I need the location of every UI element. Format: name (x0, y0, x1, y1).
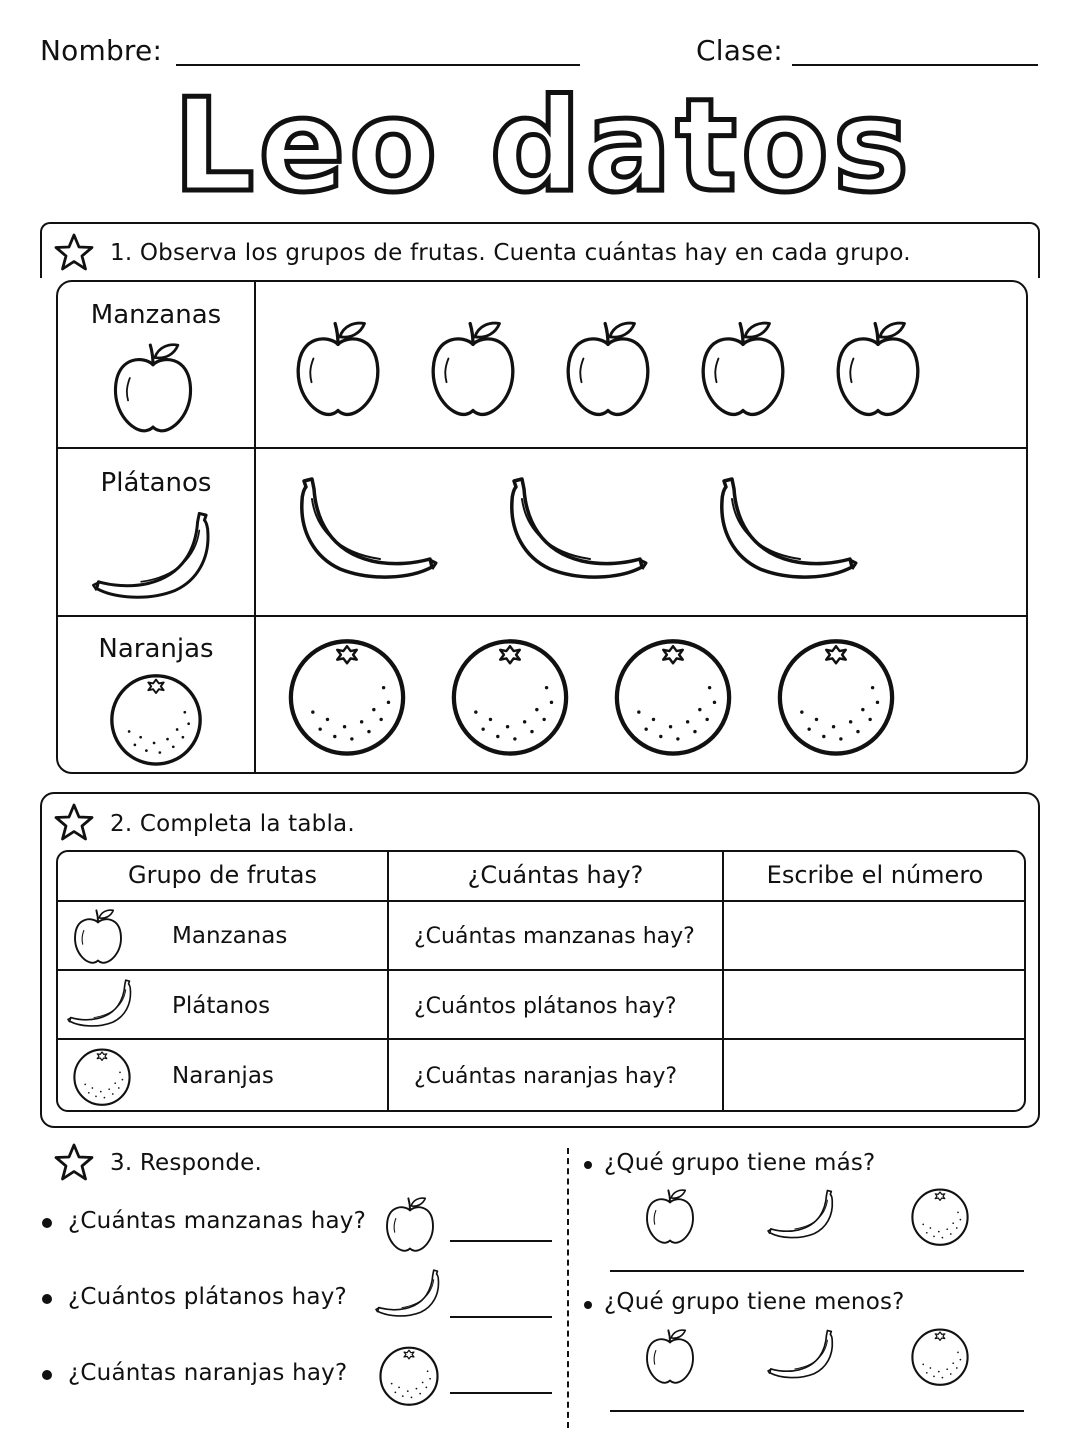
banana-icon (500, 472, 650, 588)
table-row-fruit: Plátanos (172, 993, 271, 1019)
answer-line-naranjas[interactable] (450, 1392, 552, 1394)
orange-icon (775, 634, 897, 756)
apple-icon (290, 316, 386, 420)
orange-icon (612, 634, 734, 756)
answer-line-less[interactable] (610, 1410, 1024, 1412)
answer-line-manzanas[interactable] (450, 1240, 552, 1242)
orange-icon (72, 1046, 132, 1106)
question-manzanas: ¿Cuántas manzanas hay? (68, 1208, 367, 1234)
row-divider (58, 447, 1026, 449)
orange-icon (910, 1186, 970, 1246)
banana-icon (710, 472, 860, 588)
question-less: ¿Qué grupo tiene menos? (604, 1289, 905, 1315)
answer-cell-manzanas[interactable] (726, 904, 1022, 966)
apple-icon (382, 1194, 438, 1254)
banana-icon (766, 1326, 838, 1384)
name-field[interactable] (176, 64, 580, 66)
bullet (42, 1370, 52, 1380)
table-row-question: ¿Cuántas naranjas hay? (414, 1064, 678, 1089)
row-divider (58, 615, 1026, 617)
table-row-divider (58, 969, 1024, 971)
class-label: Clase: (696, 34, 783, 67)
question-naranjas: ¿Cuántas naranjas hay? (68, 1360, 348, 1386)
apple-icon (642, 1186, 698, 1246)
bullet (42, 1218, 52, 1228)
banana-icon (766, 1186, 838, 1244)
apple-icon (560, 316, 656, 420)
orange-icon (108, 670, 204, 766)
table-row-divider (58, 900, 1024, 902)
orange-icon (378, 1344, 440, 1406)
bullet (42, 1294, 52, 1304)
group-label-naranjas: Naranjas (98, 634, 214, 664)
table-row-question: ¿Cuántas manzanas hay? (414, 924, 695, 949)
bullet (584, 1301, 592, 1309)
apple-icon (425, 316, 521, 420)
table-header-number: Escribe el número (766, 861, 984, 889)
star-icon (54, 802, 94, 842)
table-row-fruit: Manzanas (172, 923, 288, 949)
star-icon (54, 232, 94, 272)
table-col-divider (387, 852, 389, 1110)
group-label-manzanas: Manzanas (90, 300, 222, 330)
banana-icon (374, 1266, 444, 1322)
section3-instruction: 3. Responde. (110, 1150, 263, 1176)
answer-cell-naranjas[interactable] (726, 1042, 1022, 1106)
orange-icon (910, 1326, 970, 1386)
class-field[interactable] (792, 64, 1038, 66)
banana-icon (66, 976, 136, 1032)
table-col-divider (722, 852, 724, 1110)
apple-icon (642, 1326, 698, 1386)
table-header-count: ¿Cuántas hay? (467, 861, 644, 889)
table-row-fruit: Naranjas (172, 1063, 274, 1089)
bullet (584, 1161, 592, 1169)
star-icon (54, 1142, 94, 1182)
question-more: ¿Qué grupo tiene más? (604, 1150, 876, 1176)
answer-line-platanos[interactable] (450, 1316, 552, 1318)
apple-icon (695, 316, 791, 420)
answer-line-more[interactable] (610, 1270, 1024, 1272)
panel-divider (254, 282, 256, 772)
section2-instruction: 2. Completa la tabla. (110, 811, 355, 837)
section1-instruction: 1. Observa los grupos de frutas. Cuenta cuántas hay en cada grupo. (110, 240, 911, 266)
orange-icon (449, 634, 571, 756)
group-label-platanos: Plátanos (100, 468, 212, 498)
table-row-divider (58, 1038, 1024, 1040)
banana-icon (290, 472, 440, 588)
question-platanos: ¿Cuántos plátanos hay? (68, 1284, 347, 1310)
table-header-group: Grupo de frutas (128, 861, 317, 889)
name-label: Nombre: (40, 34, 163, 67)
apple-icon (108, 338, 198, 436)
banana-icon (88, 510, 220, 604)
answer-cell-platanos[interactable] (726, 973, 1022, 1035)
table-row-question: ¿Cuántos plátanos hay? (414, 994, 677, 1019)
page-title: Leo datos (172, 72, 914, 221)
apple-icon (830, 316, 926, 420)
orange-icon (286, 634, 408, 756)
section3-divider (567, 1148, 569, 1428)
apple-icon (68, 906, 128, 966)
